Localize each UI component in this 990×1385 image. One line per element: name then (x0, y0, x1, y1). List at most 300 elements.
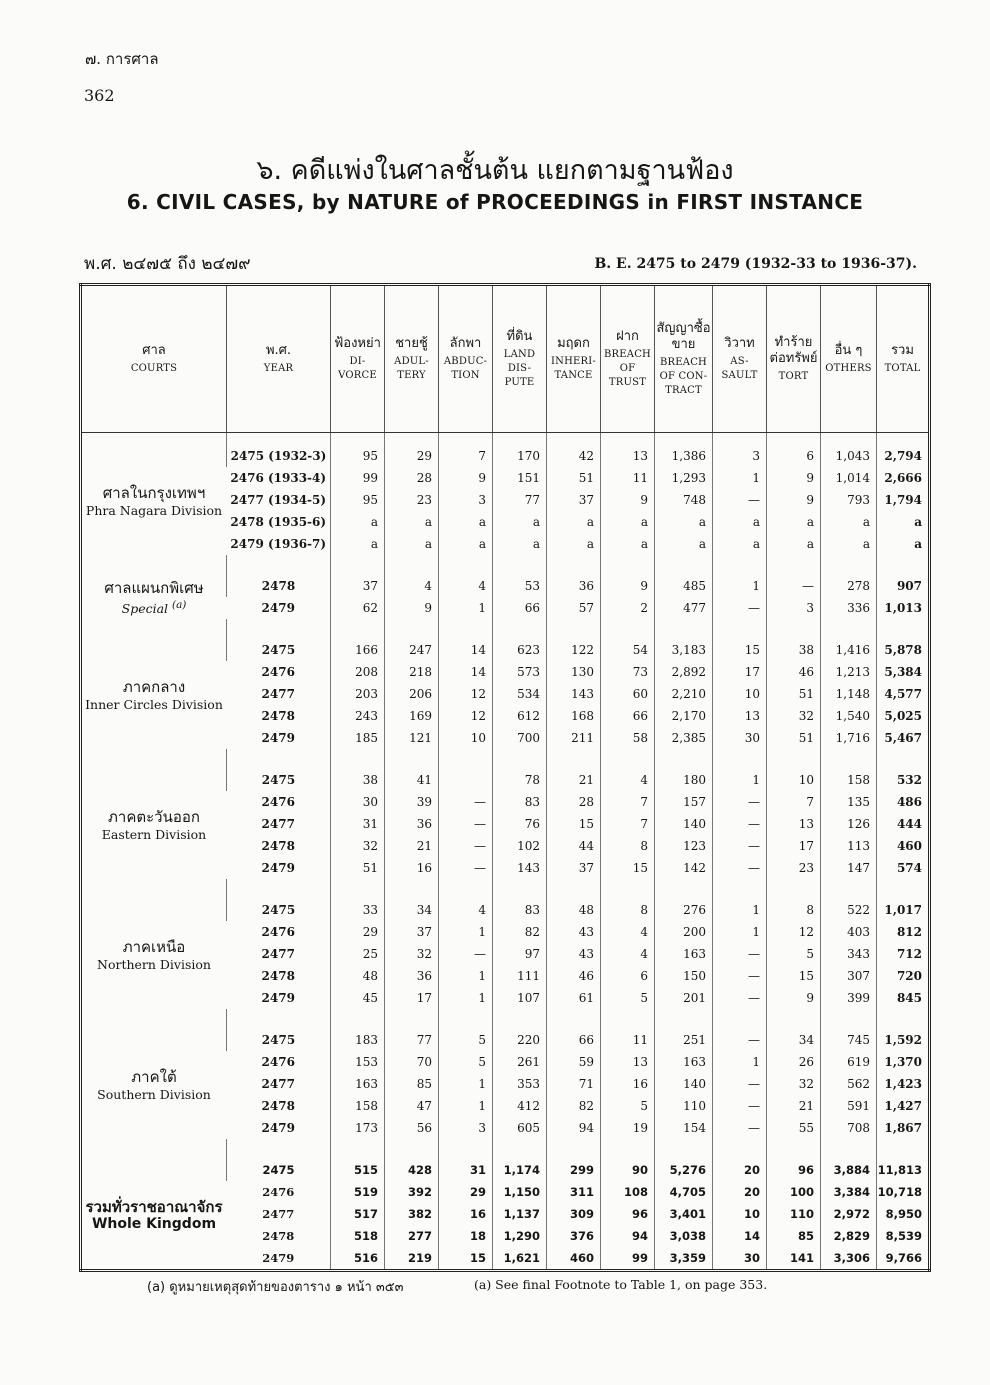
value-cell: 5,276 (655, 1159, 713, 1181)
value-cell: 154 (655, 1117, 713, 1139)
value-cell: a (439, 511, 493, 533)
court-name-english-text: Whole Kingdom (91, 1216, 217, 1232)
value-cell: 4 (439, 899, 493, 921)
spacer-cell (331, 1139, 385, 1159)
spacer-cell (877, 749, 930, 769)
year-cell: 2479 (261, 991, 295, 1005)
total-cell: a (877, 533, 930, 555)
value-cell: 2,170 (655, 705, 713, 727)
value-cell: 34 (385, 899, 439, 921)
value-cell: a (713, 533, 767, 555)
value-cell: 203 (331, 683, 385, 705)
table-body (81, 433, 930, 1271)
spacer-cell (331, 619, 385, 639)
spacer-cell (767, 619, 821, 639)
value-cell: 206 (385, 683, 439, 705)
value-cell: 10 (713, 1203, 767, 1225)
value-cell: a (713, 511, 767, 533)
value-cell: 140 (655, 813, 713, 835)
value-cell: 173 (331, 1117, 385, 1139)
column-header-english: DI-VORCE (338, 355, 377, 381)
spacer-cell (81, 1139, 227, 1159)
value-cell: — (713, 1029, 767, 1051)
total-cell: 1,427 (877, 1095, 930, 1117)
column-header-thai: ทำร้ายต่อทรัพย์ (769, 334, 818, 366)
column-header (227, 285, 331, 433)
value-cell: 1,213 (821, 661, 877, 683)
value-cell: 3 (713, 445, 767, 467)
spacer-cell (547, 879, 601, 899)
column-header (331, 285, 385, 433)
spacer-cell (385, 433, 439, 446)
spacer-cell (385, 1009, 439, 1029)
year-cell: 2478 (261, 969, 295, 983)
value-cell: 77 (493, 489, 547, 511)
court-name-cell (81, 575, 227, 619)
court-name-thai: ภาคตะวันออก (108, 807, 200, 826)
value-cell: 2,210 (655, 683, 713, 705)
spacer-cell (655, 879, 713, 899)
spacer-cell (877, 1139, 930, 1159)
value-cell: — (713, 597, 767, 619)
spacer-cell (81, 1009, 227, 1029)
value-cell: 30 (331, 791, 385, 813)
spacer-cell (767, 555, 821, 575)
spacer-cell (81, 555, 227, 575)
column-header-thai: ลักพา (449, 335, 482, 351)
year-cell: 2476 (262, 1185, 295, 1199)
value-cell: 343 (821, 943, 877, 965)
value-cell: 412 (493, 1095, 547, 1117)
value-cell: 403 (821, 921, 877, 943)
value-cell: 3 (439, 489, 493, 511)
total-cell: 1,867 (877, 1117, 930, 1139)
spacer-cell (493, 879, 547, 899)
value-cell: 15 (601, 857, 655, 879)
value-cell: 299 (547, 1159, 601, 1181)
value-cell: — (439, 813, 493, 835)
spacer-row (81, 749, 930, 769)
total-cell: 812 (877, 921, 930, 943)
total-cell: 9,766 (877, 1247, 930, 1271)
value-cell: 261 (493, 1051, 547, 1073)
year-cell: 2478 (261, 839, 295, 853)
value-cell: 477 (655, 597, 713, 619)
table-row (81, 445, 930, 467)
spacer-cell (601, 749, 655, 769)
value-cell: 4 (439, 575, 493, 597)
court-name-english (82, 957, 226, 972)
value-cell: 19 (601, 1117, 655, 1139)
value-cell: 43 (547, 921, 601, 943)
year-cell: 2476 (261, 925, 295, 939)
spacer-cell (877, 1009, 930, 1029)
value-cell: 243 (331, 705, 385, 727)
spacer-cell (331, 433, 385, 446)
value-cell: a (331, 511, 385, 533)
value-cell: 166 (331, 639, 385, 661)
value-cell: 14 (439, 639, 493, 661)
value-cell: 4 (601, 769, 655, 791)
year-cell: 2479 (262, 1251, 295, 1265)
footnote-marker: (a) (172, 598, 187, 611)
value-cell: — (713, 965, 767, 987)
value-cell: 54 (601, 639, 655, 661)
value-cell: 1,540 (821, 705, 877, 727)
court-name-english-text: Special (121, 601, 169, 617)
column-header-thai: ฟ้องหย่า (334, 335, 381, 351)
value-cell: 16 (385, 857, 439, 879)
spacer-cell (493, 1139, 547, 1159)
value-cell: 7 (767, 791, 821, 813)
column-header (385, 285, 439, 433)
value-cell: 18 (439, 1225, 493, 1247)
value-cell: 126 (821, 813, 877, 835)
spacer-cell (601, 555, 655, 575)
court-name-english (82, 503, 226, 518)
total-cell: 907 (877, 575, 930, 597)
total-cell: 5,878 (877, 639, 930, 661)
spacer-cell (385, 749, 439, 769)
value-cell: 1,293 (655, 467, 713, 489)
year-cell: 2477 (261, 947, 295, 961)
value-cell: 1 (713, 575, 767, 597)
value-cell: 1 (439, 921, 493, 943)
value-cell: 1 (713, 899, 767, 921)
value-cell: 100 (767, 1181, 821, 1203)
court-name-cell (81, 899, 227, 1009)
value-cell: 29 (439, 1181, 493, 1203)
court-name-english-text: Eastern Division (101, 826, 207, 842)
value-cell: 2,829 (821, 1225, 877, 1247)
spacer-cell (439, 619, 493, 639)
value-cell: 169 (385, 705, 439, 727)
value-cell: 158 (331, 1095, 385, 1117)
value-cell: 33 (331, 899, 385, 921)
value-cell: 13 (767, 813, 821, 835)
spacer-cell (493, 749, 547, 769)
value-cell: a (547, 533, 601, 555)
value-cell: 1 (713, 1051, 767, 1073)
year-cell: 2479 (261, 601, 295, 615)
spacer-cell (601, 1139, 655, 1159)
value-cell: 121 (385, 727, 439, 749)
value-cell: 200 (655, 921, 713, 943)
court-name-english-text: Phra Nagara Division (85, 502, 223, 518)
spacer-cell (713, 879, 767, 899)
year-cell: 2475 (227, 899, 331, 921)
spacer-cell (767, 1009, 821, 1029)
year-cell: 2477 (1934-5) (230, 493, 327, 507)
value-cell: 9 (601, 489, 655, 511)
value-cell: 85 (767, 1225, 821, 1247)
value-cell: 122 (547, 639, 601, 661)
value-cell: 534 (493, 683, 547, 705)
value-cell: 1 (439, 1073, 493, 1095)
value-cell: 17 (385, 987, 439, 1009)
year-cell: 2479 (261, 1121, 295, 1135)
value-cell: 142 (655, 857, 713, 879)
value-cell: 9 (385, 597, 439, 619)
value-cell: 4 (385, 575, 439, 597)
year-cell: 2475 (227, 1159, 331, 1181)
column-header-english: BREACH OF CON-TRACT (659, 356, 708, 396)
value-cell: 2 (601, 597, 655, 619)
value-cell: 38 (767, 639, 821, 661)
value-cell: 16 (439, 1203, 493, 1225)
value-cell: 59 (547, 1051, 601, 1073)
value-cell: 3,306 (821, 1247, 877, 1271)
table-row (81, 769, 930, 791)
value-cell: 519 (331, 1181, 385, 1203)
spacer-row (81, 1139, 930, 1159)
value-cell: 518 (331, 1225, 385, 1247)
value-cell: 251 (655, 1029, 713, 1051)
court-name-thai: ศาลในกรุงเทพฯ (102, 483, 206, 502)
value-cell: 278 (821, 575, 877, 597)
value-cell: 3,401 (655, 1203, 713, 1225)
value-cell: a (655, 533, 713, 555)
total-cell: 1,370 (877, 1051, 930, 1073)
value-cell: a (331, 533, 385, 555)
column-header-english: TOTAL (884, 362, 921, 374)
column-header-english: COURTS (130, 362, 178, 374)
spacer-cell (385, 555, 439, 575)
value-cell: 7 (601, 791, 655, 813)
value-cell: 277 (385, 1225, 439, 1247)
spacer-cell (821, 619, 877, 639)
value-cell: 123 (655, 835, 713, 857)
value-cell: — (767, 575, 821, 597)
spacer-cell (385, 1139, 439, 1159)
value-cell: 158 (821, 769, 877, 791)
spacer-cell (655, 749, 713, 769)
value-cell: a (767, 511, 821, 533)
value-cell: a (601, 533, 655, 555)
value-cell: 9 (767, 987, 821, 1009)
value-cell: 4 (601, 943, 655, 965)
court-name-cell (81, 639, 227, 749)
value-cell: 1,137 (493, 1203, 547, 1225)
spacer-cell (821, 1009, 877, 1029)
value-cell: a (493, 511, 547, 533)
value-cell: 5 (439, 1029, 493, 1051)
value-cell: 311 (547, 1181, 601, 1203)
value-cell: a (601, 511, 655, 533)
value-cell: 1 (439, 597, 493, 619)
value-cell: 517 (331, 1203, 385, 1225)
spacer-cell (227, 879, 331, 899)
spacer-cell (877, 555, 930, 575)
value-cell: 140 (655, 1073, 713, 1095)
value-cell: 70 (385, 1051, 439, 1073)
total-cell: 712 (877, 943, 930, 965)
spacer-cell (547, 433, 601, 446)
court-name-cell (81, 769, 227, 879)
value-cell: 2,385 (655, 727, 713, 749)
column-header (877, 285, 930, 433)
value-cell: 94 (547, 1117, 601, 1139)
value-cell: 1 (439, 965, 493, 987)
spacer-cell (601, 619, 655, 639)
spacer-cell (767, 879, 821, 899)
court-name-thai: ภาคกลาง (122, 677, 186, 696)
value-cell: 43 (547, 943, 601, 965)
value-cell: a (547, 511, 601, 533)
year-cell: 2475 (227, 1029, 331, 1051)
value-cell: 163 (331, 1073, 385, 1095)
value-cell: 48 (547, 899, 601, 921)
value-cell: 5 (439, 1051, 493, 1073)
value-cell: 163 (655, 943, 713, 965)
value-cell: 5 (601, 987, 655, 1009)
spacer-cell (877, 619, 930, 639)
value-cell: 62 (331, 597, 385, 619)
value-cell: 15 (767, 965, 821, 987)
value-cell: a (385, 533, 439, 555)
value-cell: 14 (713, 1225, 767, 1247)
value-cell: 428 (385, 1159, 439, 1181)
value-cell: 21 (385, 835, 439, 857)
court-name-thai: รวมทั่วราชอาณาจักร (85, 1198, 223, 1216)
value-cell: 399 (821, 987, 877, 1009)
value-cell: 37 (385, 921, 439, 943)
value-cell: 220 (493, 1029, 547, 1051)
value-cell: 36 (547, 575, 601, 597)
value-cell: 15 (439, 1247, 493, 1271)
column-header-thai: อื่น ๆ (834, 342, 863, 358)
value-cell: 516 (331, 1247, 385, 1271)
spacer-cell (331, 555, 385, 575)
value-cell: 163 (655, 1051, 713, 1073)
value-cell: 17 (767, 835, 821, 857)
value-cell: 51 (331, 857, 385, 879)
value-cell: 23 (385, 489, 439, 511)
spacer-cell (331, 1009, 385, 1029)
spacer-cell (655, 433, 713, 446)
value-cell: 37 (547, 489, 601, 511)
spacer-cell (713, 433, 767, 446)
value-cell: — (713, 1073, 767, 1095)
value-cell: 95 (331, 489, 385, 511)
total-cell: 2,666 (877, 467, 930, 489)
value-cell: 36 (385, 965, 439, 987)
spacer-cell (547, 619, 601, 639)
value-cell: 61 (547, 987, 601, 1009)
value-cell: 110 (655, 1095, 713, 1117)
footnote-english: (a) See final Footnote to Table 1, on page 353. (474, 1277, 768, 1292)
value-cell: 1,043 (821, 445, 877, 467)
value-cell: 82 (493, 921, 547, 943)
spacer-cell (439, 1139, 493, 1159)
spacer-cell (493, 433, 547, 446)
total-cell: 10,718 (877, 1181, 930, 1203)
total-cell: 574 (877, 857, 930, 879)
spacer-cell (331, 749, 385, 769)
value-cell: 32 (331, 835, 385, 857)
value-cell: 13 (601, 1051, 655, 1073)
value-cell: 17 (713, 661, 767, 683)
value-cell: 2,972 (821, 1203, 877, 1225)
court-name-cell (81, 1029, 227, 1139)
value-cell: 143 (547, 683, 601, 705)
value-cell: 619 (821, 1051, 877, 1073)
value-cell: 47 (385, 1095, 439, 1117)
value-cell: 793 (821, 489, 877, 511)
value-cell: a (493, 533, 547, 555)
value-cell: 111 (493, 965, 547, 987)
value-cell: 99 (601, 1247, 655, 1271)
year-cell: 2477 (261, 1077, 295, 1091)
value-cell: 3,038 (655, 1225, 713, 1247)
spacer-cell (547, 749, 601, 769)
table-row (81, 1159, 930, 1181)
value-cell: 11 (601, 1029, 655, 1051)
value-cell: 573 (493, 661, 547, 683)
spacer-row (81, 619, 930, 639)
value-cell: a (655, 511, 713, 533)
value-cell: 7 (601, 813, 655, 835)
value-cell: 94 (601, 1225, 655, 1247)
value-cell: 353 (493, 1073, 547, 1095)
column-header (547, 285, 601, 433)
column-header-thai: สัญญาซื้อขาย (656, 320, 711, 352)
column-header-english: OTHERS (825, 362, 872, 374)
court-name-english (82, 598, 226, 616)
value-cell: 3,183 (655, 639, 713, 661)
column-header-english: BREACH OF TRUST (604, 348, 651, 388)
total-cell: 444 (877, 813, 930, 835)
spacer-cell (713, 619, 767, 639)
spacer-cell (821, 879, 877, 899)
total-cell: 720 (877, 965, 930, 987)
value-cell: 77 (385, 1029, 439, 1051)
court-name-thai: ภาคเหนือ (122, 937, 186, 956)
spacer-cell (439, 433, 493, 446)
court-name-english (82, 697, 226, 712)
value-cell: a (821, 511, 877, 533)
column-header (601, 285, 655, 433)
spacer-cell (331, 879, 385, 899)
total-cell: 8,950 (877, 1203, 930, 1225)
value-cell: 1,621 (493, 1247, 547, 1271)
value-cell: 5 (767, 943, 821, 965)
spacer-cell (655, 1009, 713, 1029)
spacer-cell (439, 555, 493, 575)
value-cell: 85 (385, 1073, 439, 1095)
column-header-thai: วิวาท (724, 335, 755, 351)
spacer-cell (81, 879, 227, 899)
value-cell: 1 (439, 1095, 493, 1117)
value-cell: 66 (547, 1029, 601, 1051)
court-name-thai: ภาคใต้ (131, 1067, 177, 1086)
value-cell: 29 (385, 445, 439, 467)
table-row (81, 575, 930, 597)
value-cell: 612 (493, 705, 547, 727)
period-thai: พ.ศ. ๒๔๗๕ ถึง ๒๔๗๙ (84, 254, 251, 274)
total-cell: 8,539 (877, 1225, 930, 1247)
value-cell: 48 (331, 965, 385, 987)
column-header (821, 285, 877, 433)
value-cell: 7 (439, 445, 493, 467)
value-cell: a (385, 511, 439, 533)
value-cell: 748 (655, 489, 713, 511)
value-cell: 1 (713, 921, 767, 943)
value-cell: 485 (655, 575, 713, 597)
spacer-cell (821, 1139, 877, 1159)
year-cell: 2475 (227, 769, 331, 791)
column-header-english: ADUL-TERY (394, 355, 429, 381)
